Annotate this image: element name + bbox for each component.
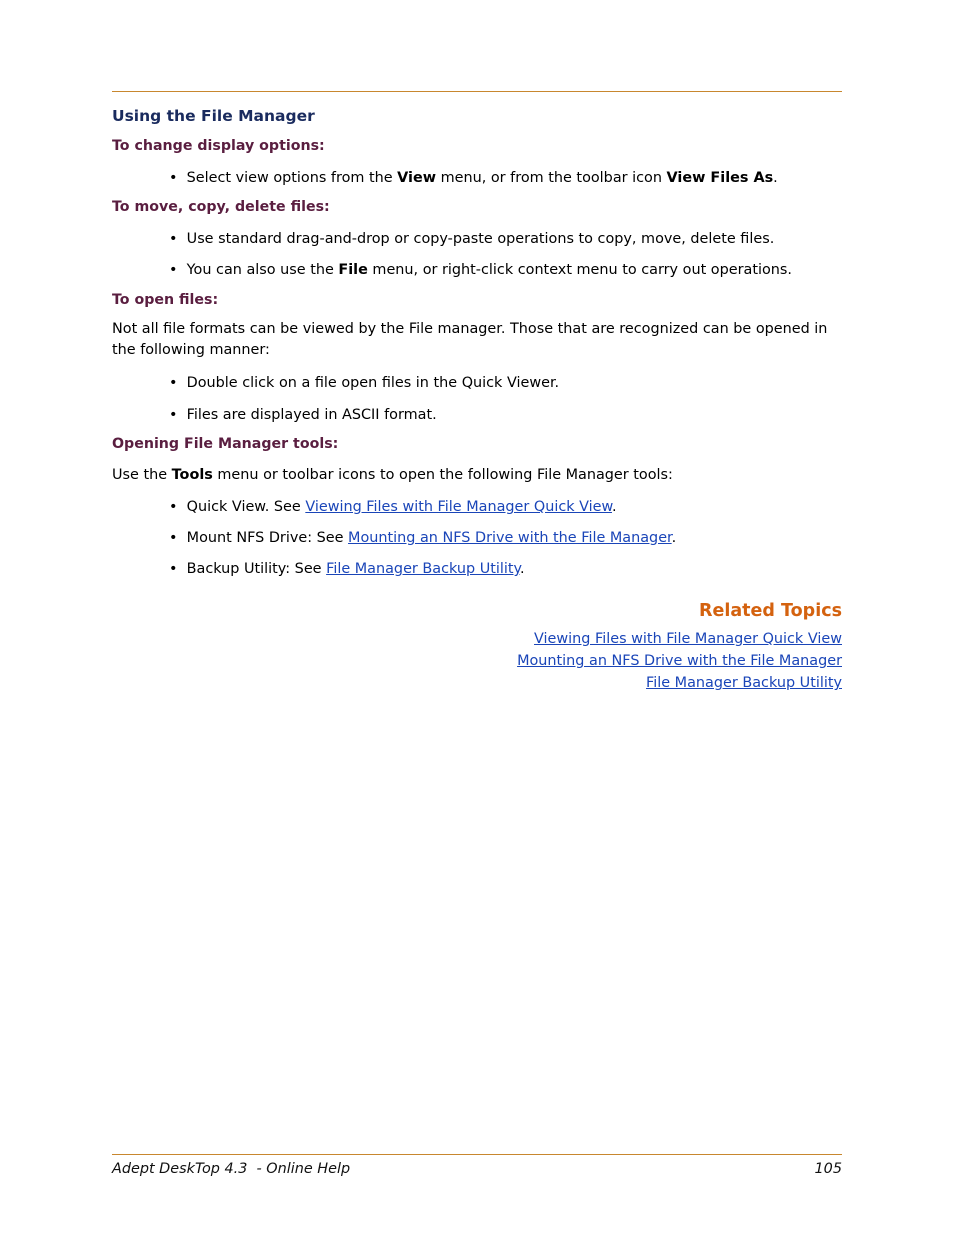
bullet-marker: • [169,561,178,577]
bullet-marker: • [169,262,178,278]
tools-heading: Opening File Manager tools: [112,436,339,452]
footer-rule [112,1154,842,1155]
open-files-bullet-1: • Double click on a file open files in the Quick Viewer. [169,375,560,391]
related-link-quick-view[interactable]: Viewing Files with File Manager Quick View [534,631,842,647]
bullet-marker: • [169,530,178,546]
tools-intro: Use the Tools menu or toolbar icons to open the following File Manager tools: [112,467,673,483]
move-copy-bullet-1: • Use standard drag-and-drop or copy-paste operations to copy, move, delete files. [169,231,775,247]
bullet-marker: • [169,375,178,391]
bullet-marker: • [169,170,178,186]
bullet-marker: • [169,231,178,247]
backup-utility-link[interactable]: File Manager Backup Utility [326,561,521,577]
tools-item-backup: • Backup Utility: See File Manager Backup Utility. [169,561,525,577]
quick-view-link[interactable]: Viewing Files with File Manager Quick View [305,499,612,515]
open-files-bullet-2: • Files are displayed in ASCII format. [169,407,437,423]
footer-title: Adept DeskTop 4.3 - Online Help [112,1161,351,1177]
bullet-marker: • [169,499,178,515]
related-link-backup-utility[interactable]: File Manager Backup Utility [646,675,842,691]
top-rule [112,91,842,92]
page-number: 105 [814,1161,842,1177]
open-files-heading: To open files: [112,292,219,308]
open-files-paragraph: Not all file formats can be viewed by the File manager. Those that are recognized can be opened in the following manner: [112,321,828,358]
related-link-mount-nfs[interactable]: Mounting an NFS Drive with the File Manager [517,653,842,669]
bullet-marker: • [169,407,178,423]
move-copy-heading: To move, copy, delete files: [112,199,330,215]
tools-item-quick-view: • Quick View. See Viewing Files with File Manager Quick View. [169,499,617,515]
related-topics-title: Related Topics [699,601,842,621]
move-copy-bullet-2: • You can also use the File menu, or right-click context menu to carry out operations. [169,262,792,278]
tools-item-mount-nfs: • Mount NFS Drive: See Mounting an NFS Drive with the File Manager. [169,530,677,546]
display-options-bullet: • Select view options from the View menu, or from the toolbar icon View Files As. [169,170,778,186]
display-options-heading: To change display options: [112,138,325,154]
mount-nfs-link[interactable]: Mounting an NFS Drive with the File Manager [348,530,672,546]
section-title: Using the File Manager [112,107,315,125]
